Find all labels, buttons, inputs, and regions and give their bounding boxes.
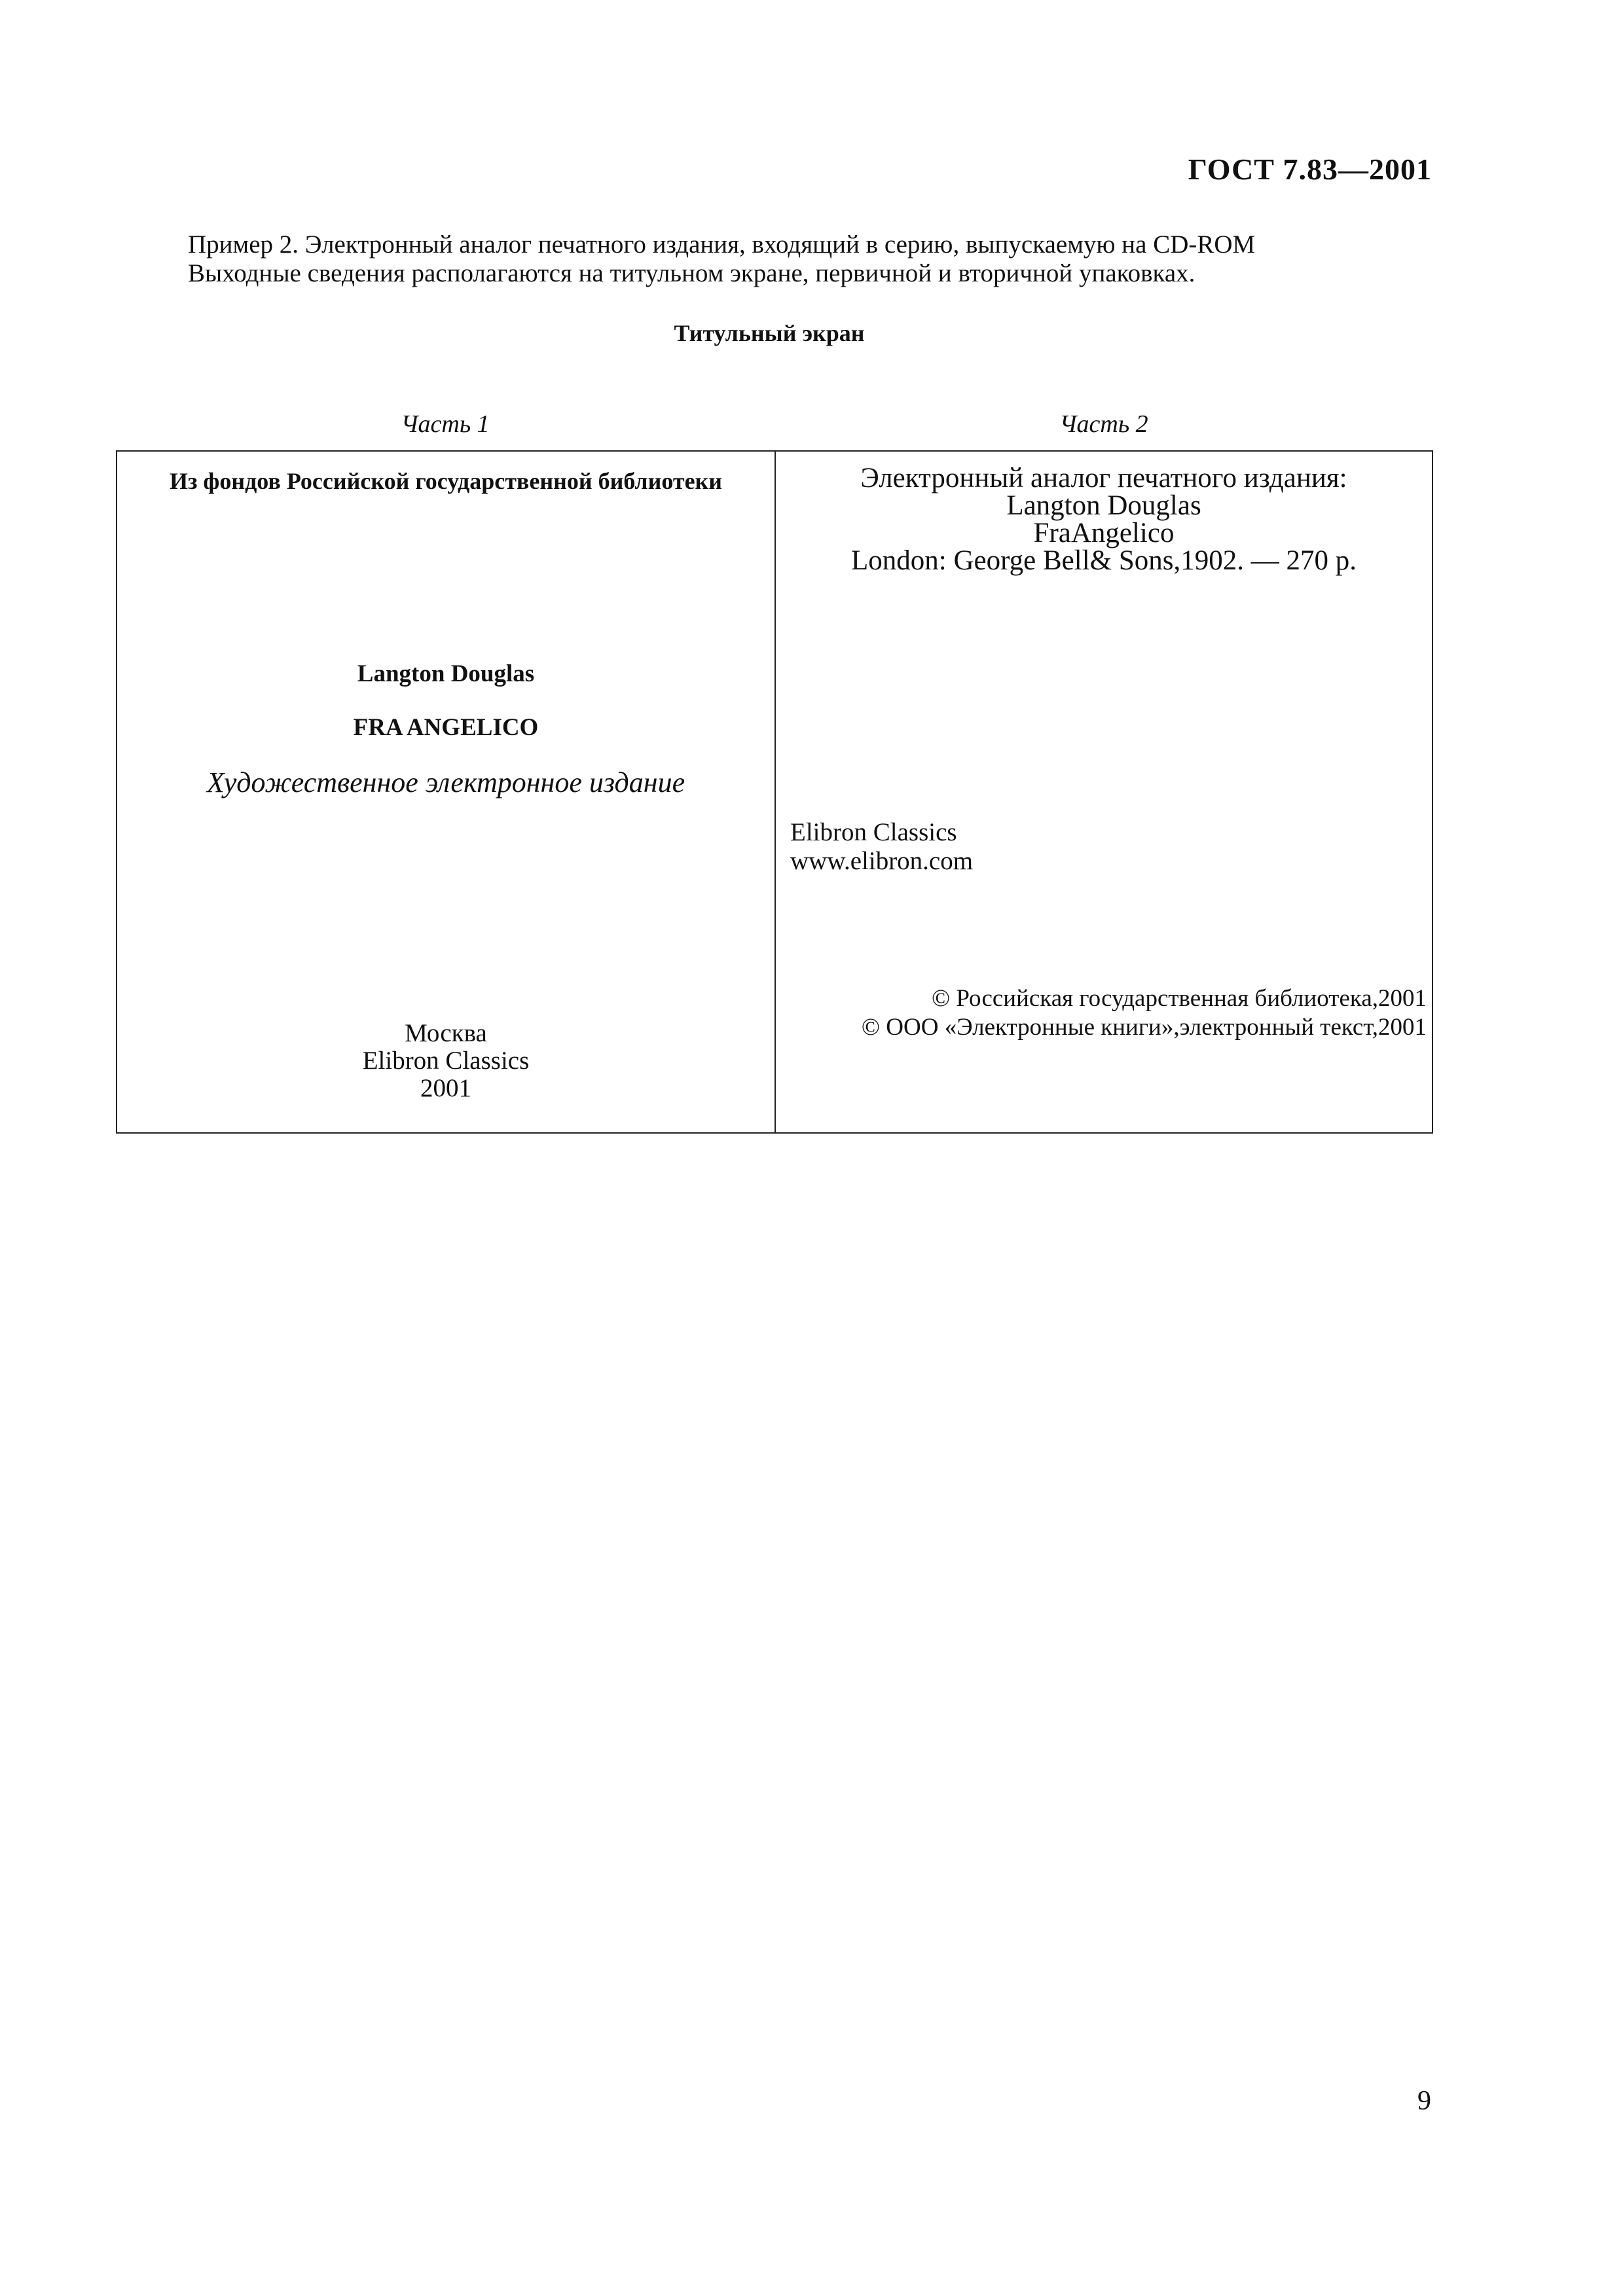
standard-code: ГОСТ 7.83—2001 [1188,152,1432,186]
imprint-publisher: Elibron Classics [362,1047,530,1075]
page-number: 9 [1417,2086,1431,2116]
intro-line-2: Выходные сведения располагаются на титульном экране, первичной и вторичной упаковках. [188,259,1195,287]
imprint-city: Москва [405,1019,487,1047]
publisher-block [790,818,973,876]
part-1-label: Часть 1 [401,410,490,438]
part-2-label: Часть 2 [1059,410,1148,438]
section-title: Титульный экран [674,320,865,346]
title-screen-part-1 [117,452,776,1132]
intro-paragraph [188,230,1465,288]
imprint-block [117,1020,775,1102]
book-title: FRA ANGELICO [353,714,539,741]
copyright-line-1: © Российская государственная библиотека,2001 [932,985,1427,1012]
publisher-name: Elibron Classics [790,818,957,846]
intro-line-1: Пример 2. Электронный аналог печатного издания, входящий в серию, выпускаемую на CD-ROM [188,230,1256,259]
author-name: Langton Douglas [357,660,535,687]
edition-type: Художественное электронное издание [206,766,685,798]
copyright-line-2: © ООО «Электронные книги»,электронный текст,2001 [861,1014,1427,1041]
analog-author: Langton Douglas [1006,490,1201,521]
fund-line: Из фондов Российской государственной библиотеки [169,468,723,494]
analog-source-block [776,465,1432,575]
analog-title: FraAngelico [1033,518,1175,548]
title-screen-part-2 [776,452,1432,1132]
copyright-block [862,984,1427,1042]
publisher-site: www.elibron.com [790,847,974,875]
analog-imprint: London: George Bell& Sons,1902. — 270 p. [851,545,1357,576]
title-screen-table [116,450,1433,1134]
analog-label: Электронный аналог печатного издания: [860,463,1347,493]
imprint-year: 2001 [420,1074,471,1102]
